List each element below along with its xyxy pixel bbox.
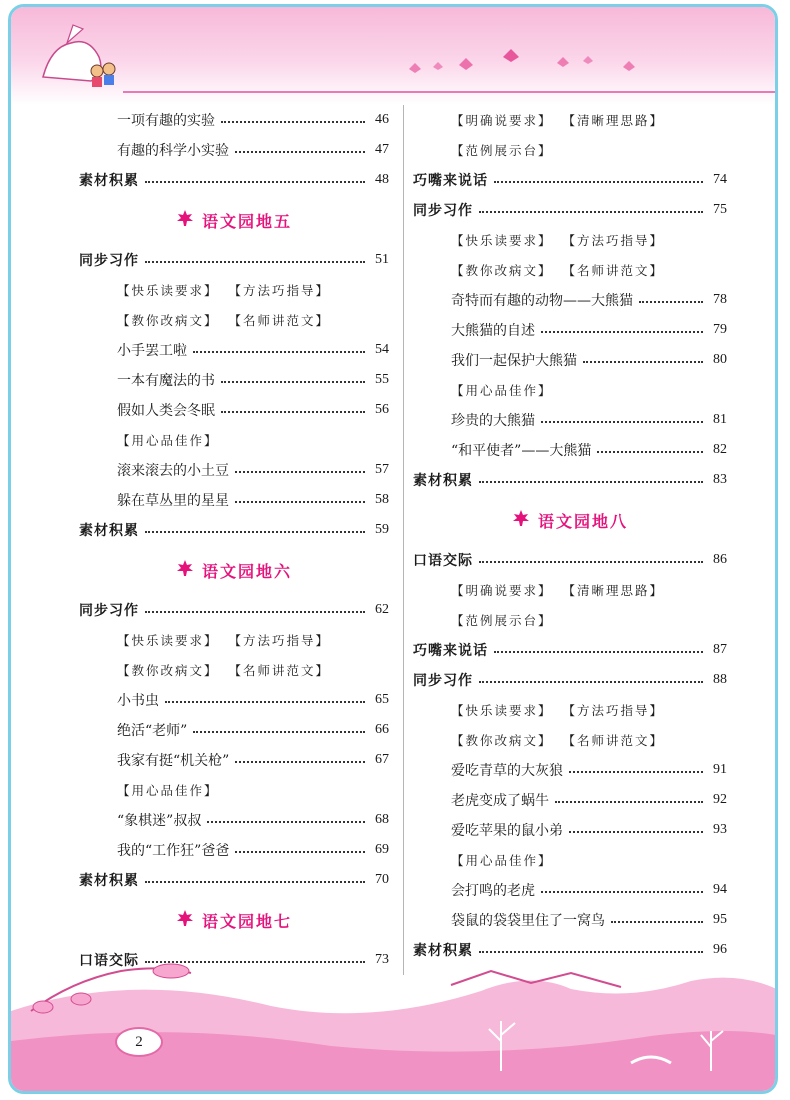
subsection-tag: 【用心品佳作】 [451,383,553,398]
toc-page-number: 51 [375,252,389,267]
toc-heading-entry[interactable] [413,665,727,695]
toc-page-number: 79 [713,322,727,337]
subsection-tag: 【范例展示台】 [451,143,553,158]
subsection-tags [79,425,389,455]
toc-entry[interactable] [79,805,389,835]
dot-leader [597,450,703,453]
toc-entry-title: 会打鸣的老虎 [451,883,535,899]
subsection-tag: 【明确说要求】 [451,583,553,598]
dot-leader [165,700,365,703]
toc-page-number: 70 [375,872,389,887]
subsection-tags [413,695,727,725]
toc-page-number: 65 [375,692,389,707]
section-title: 语文园地五 [201,211,292,231]
toc-heading-entry[interactable] [413,635,727,665]
subsection-tag: 【明确说要求】 [451,113,553,128]
toc-entry[interactable] [79,395,389,425]
toc-entry[interactable] [413,875,727,905]
toc-page-number: 81 [713,412,727,427]
toc-heading-entry[interactable] [413,165,727,195]
toc-entry-title: 口语交际 [79,953,139,969]
toc-entry-title: 同步习作 [413,673,473,689]
subsection-tag: 【教你改病文】 [117,663,219,678]
dot-leader [541,420,703,423]
toc-entry[interactable] [413,435,727,465]
dot-leader [221,380,365,383]
toc-entry-title: 珍贵的大熊猫 [451,413,535,429]
flower-decoration-icon [409,49,635,73]
toc-heading-entry[interactable] [413,545,727,575]
subsection-tags [413,135,727,165]
toc-page-number: 59 [375,522,389,537]
dot-leader [639,300,703,303]
subsection-tag: 【名师讲范文】 [228,313,331,328]
subsection-tag: 【方法巧指导】 [562,703,665,718]
subsection-tag: 【快乐读要求】 [451,233,553,248]
toc-page-number: 48 [375,172,389,187]
toc-entry-title: 巧嘴来说话 [413,643,488,659]
toc-page-number: 55 [375,372,389,387]
toc-entry-title: 同步习作 [79,253,139,269]
page-frame [8,4,778,1094]
subsection-tag: 【方法巧指导】 [562,233,665,248]
subsection-tags [413,105,727,135]
toc-page-number: 95 [713,912,727,927]
toc-entry-title: 素材积累 [79,873,139,889]
toc-entry[interactable] [413,785,727,815]
subsection-tags [413,575,727,605]
dot-leader [221,410,365,413]
toc-page-number: 73 [375,952,389,967]
page-number: 2 [115,1027,163,1057]
toc-entry-title: 袋鼠的袋袋里住了一窝鸟 [451,913,605,929]
toc-page-number: 62 [375,602,389,617]
toc-page-number: 66 [375,722,389,737]
toc-entry-title: 老虎变成了蜗牛 [451,793,549,809]
dot-leader [479,560,703,563]
dot-leader [479,680,703,683]
section-heading [79,895,389,945]
subsection-tag: 【快乐读要求】 [117,633,219,648]
toc-entry[interactable] [79,485,389,515]
toc-entry-title: 小手罢工啦 [117,343,187,359]
subsection-tags [413,605,727,635]
toc-page-number: 80 [713,352,727,367]
toc-entry[interactable] [413,815,727,845]
maple-leaf-icon [512,509,538,531]
dot-leader [569,770,703,773]
toc-entry[interactable] [79,365,389,395]
section-heading [413,495,727,545]
section-heading [79,195,389,245]
toc-entry[interactable] [79,835,389,865]
section-title: 语文园地八 [537,511,628,531]
subsection-tags [79,775,389,805]
dot-leader [235,500,365,503]
subsection-tag: 【名师讲范文】 [562,263,665,278]
toc-entry[interactable] [413,755,727,785]
subsection-tag: 【清晰理思路】 [562,583,665,598]
toc-page-number: 91 [713,762,727,777]
toc-entry[interactable] [79,335,389,365]
maple-leaf-icon [176,209,202,231]
subsection-tags [413,225,727,255]
dot-leader [611,920,703,923]
subsection-tags [413,845,727,875]
toc-entry-title: 绝活“老师” [117,723,188,739]
dot-leader [494,650,703,653]
toc-heading-entry[interactable] [79,865,389,895]
dot-leader [235,760,365,763]
section-title: 语文园地七 [201,911,292,931]
subsection-tag: 【范例展示台】 [451,613,553,628]
dot-leader [235,470,365,473]
toc-entry-title: 我的“工作狂”爸爸 [117,843,230,859]
toc-page-number: 75 [713,202,727,217]
toc-entry-title: 素材积累 [413,473,473,489]
toc-page-number: 96 [713,942,727,957]
toc-page-number: 46 [375,112,389,127]
toc-entry-title: 我家有挺“机关枪” [117,753,230,769]
toc-entry-title: 滚来滚去的小土豆 [117,463,229,479]
toc-page-number: 78 [713,292,727,307]
toc-entry-title: 同步习作 [79,603,139,619]
dot-leader [494,180,703,183]
subsection-tags [79,655,389,685]
toc-heading-entry[interactable] [79,595,389,625]
toc-page-number: 88 [713,672,727,687]
toc-page-number: 92 [713,792,727,807]
toc-entry-title: 假如人类会冬眠 [117,403,215,419]
section-title: 语文园地六 [201,561,292,581]
subsection-tags [413,725,727,755]
subsection-tag: 【名师讲范文】 [228,663,331,678]
dot-leader [583,360,703,363]
dot-leader [193,350,365,353]
subsection-tag: 【清晰理思路】 [562,113,665,128]
toc-page-number: 94 [713,882,727,897]
toc-heading-entry[interactable] [79,165,389,195]
subsection-tag: 【用心品佳作】 [117,433,219,448]
toc-entry[interactable] [413,905,727,935]
toc-entry-title: 素材积累 [413,943,473,959]
toc-entry[interactable] [79,715,389,745]
dot-leader [479,950,703,953]
dot-leader [145,880,365,883]
dot-leader [541,890,703,893]
toc-entry-title: 我们一起保护大熊猫 [451,353,577,369]
subsection-tags [413,375,727,405]
dot-leader [569,830,703,833]
toc-entry[interactable] [79,455,389,485]
toc-entry-title: 爱吃苹果的鼠小弟 [451,823,563,839]
subsection-tags [413,255,727,285]
subsection-tag: 【教你改病文】 [451,263,553,278]
toc-entry-title: “和平使者”——大熊猫 [451,443,592,459]
toc-page-number: 82 [713,442,727,457]
toc-entry-title: “象棋迷”叔叔 [117,813,202,829]
toc-entry-title: 一项有趣的实验 [117,113,215,129]
dot-leader [145,180,365,183]
toc-entry-title: 一本有魔法的书 [117,373,215,389]
toc-page-number: 74 [713,172,727,187]
maple-leaf-icon [176,909,202,931]
toc-page-number: 87 [713,642,727,657]
header-rule [123,91,778,93]
column-divider [403,105,404,975]
toc-entry-title: 口语交际 [413,553,473,569]
toc-entry-title: 巧嘴来说话 [413,173,488,189]
kids-illustration-icon [43,25,115,87]
toc-page-number: 83 [713,472,727,487]
subsection-tags [79,625,389,655]
subsection-tag: 【快乐读要求】 [117,283,219,298]
subsection-tag: 【名师讲范文】 [562,733,665,748]
dot-leader [193,730,365,733]
subsection-tag: 【方法巧指导】 [228,283,331,298]
toc-left-column [79,105,389,975]
subsection-tag: 【用心品佳作】 [117,783,219,798]
toc-heading-entry[interactable] [79,945,389,975]
maple-leaf-icon [176,559,202,581]
toc-page-number: 69 [375,842,389,857]
toc-heading-entry[interactable] [79,515,389,545]
toc-page-number: 58 [375,492,389,507]
subsection-tag: 【教你改病文】 [117,313,219,328]
toc-page-number: 93 [713,822,727,837]
toc-entry-title: 同步习作 [413,203,473,219]
subsection-tag: 【用心品佳作】 [451,853,553,868]
toc-entry-title: 爱吃青草的大灰狼 [451,763,563,779]
dot-leader [479,480,703,483]
dot-leader [207,820,365,823]
toc-entry[interactable] [413,345,727,375]
dot-leader [235,150,365,153]
toc-heading-entry[interactable] [413,935,727,965]
dot-leader [479,210,703,213]
toc-page-number: 57 [375,462,389,477]
toc-page-number: 86 [713,552,727,567]
toc-entry-title: 有趣的科学小实验 [117,143,229,159]
toc-heading-entry[interactable] [413,465,727,495]
toc-heading-entry[interactable] [79,245,389,275]
toc-entry[interactable] [79,685,389,715]
dot-leader [145,610,365,613]
toc-entry[interactable] [79,105,389,135]
toc-entry[interactable] [413,285,727,315]
toc-entry[interactable] [79,745,389,775]
toc-entry-title: 素材积累 [79,523,139,539]
toc-page-number: 54 [375,342,389,357]
dot-leader [541,330,703,333]
dot-leader [221,120,365,123]
dot-leader [145,260,365,263]
toc-entry-title: 奇特而有趣的动物——大熊猫 [451,293,633,309]
toc-page-number: 56 [375,402,389,417]
subsection-tags [79,305,389,335]
dot-leader [555,800,703,803]
toc-heading-entry[interactable] [413,195,727,225]
subsection-tag: 【教你改病文】 [451,733,553,748]
subsection-tag: 【快乐读要求】 [451,703,553,718]
toc-page-number: 68 [375,812,389,827]
section-heading [79,545,389,595]
dot-leader [145,960,365,963]
dot-leader [145,530,365,533]
toc-right-column [413,105,727,965]
dot-leader [235,850,365,853]
toc-page-number: 67 [375,752,389,767]
toc-entry-title: 小书虫 [117,693,159,709]
toc-entry[interactable] [79,135,389,165]
toc-page-number: 47 [375,142,389,157]
toc-entry[interactable] [413,315,727,345]
subsection-tags [79,275,389,305]
subsection-tag: 【方法巧指导】 [228,633,331,648]
toc-entry-title: 大熊猫的自述 [451,323,535,339]
toc-entry[interactable] [413,405,727,435]
toc-entry-title: 素材积累 [79,173,139,189]
toc-entry-title: 躲在草丛里的星星 [117,493,229,509]
